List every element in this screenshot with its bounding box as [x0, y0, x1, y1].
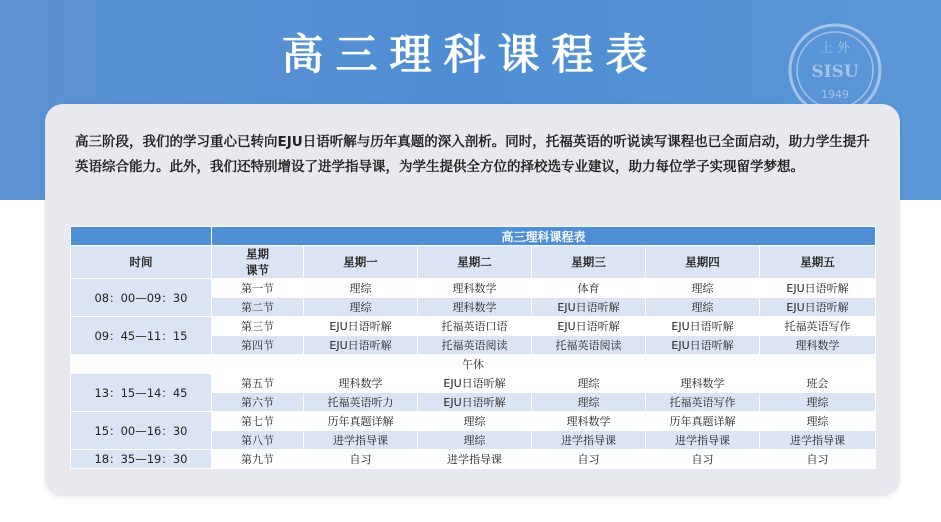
course-cell: EJU日语听解: [304, 336, 418, 355]
page-title: 高三理科课程表: [281, 30, 660, 79]
course-cell: 托福英语阅读: [418, 336, 532, 355]
caption-corner: [71, 227, 212, 246]
course-cell: EJU日语听解: [532, 298, 646, 317]
course-cell: 托福英语口语: [418, 317, 532, 336]
course-cell: 进学指导课: [646, 431, 760, 450]
course-cell: 理综: [532, 393, 646, 412]
day-header: 星期四: [646, 246, 760, 279]
course-cell: EJU日语听解: [760, 279, 876, 298]
banner-corner-right: [896, 120, 941, 180]
course-cell: EJU日语听解: [646, 317, 760, 336]
period-label: 第一节: [212, 279, 304, 298]
banner-corner-left: [0, 120, 45, 180]
corner-day-label: 星期: [246, 247, 269, 261]
day-header: 星期二: [418, 246, 532, 279]
course-cell: EJU日语听解: [418, 374, 532, 393]
day-header: 星期一: [304, 246, 418, 279]
period-label: 第七节: [212, 412, 304, 431]
period-label: 第九节: [212, 450, 304, 469]
course-cell: 托福英语阅读: [532, 336, 646, 355]
course-cell: 理综: [304, 279, 418, 298]
table-row: [71, 374, 876, 393]
course-cell: 历年真题详解: [304, 412, 418, 431]
period-label: 第二节: [212, 298, 304, 317]
course-cell: EJU日语听解: [646, 336, 760, 355]
time-slot: 09：45—11：15: [71, 317, 212, 355]
course-cell: 自习: [304, 450, 418, 469]
course-cell: 理综: [646, 279, 760, 298]
corner-period-label: 课节: [246, 263, 269, 277]
period-label: 第八节: [212, 431, 304, 450]
period-label: 第四节: [212, 336, 304, 355]
table-row: [71, 450, 876, 469]
course-cell: 理科数学: [304, 374, 418, 393]
course-cell: 理综: [304, 298, 418, 317]
course-cell: EJU日语听解: [532, 317, 646, 336]
day-header: 星期三: [532, 246, 646, 279]
course-cell: 托福英语听力: [304, 393, 418, 412]
course-cell: 自习: [646, 450, 760, 469]
lunch-label: 午休: [71, 355, 876, 374]
course-cell: EJU日语听解: [760, 298, 876, 317]
course-cell: 理综: [418, 412, 532, 431]
course-cell: 理科数学: [418, 279, 532, 298]
schedule-table: [70, 226, 876, 469]
lunch-row: [71, 355, 876, 374]
course-cell: 托福英语写作: [760, 317, 876, 336]
svg-text:SISU: SISU: [811, 62, 859, 82]
course-cell: 理综: [532, 374, 646, 393]
period-label: 第三节: [212, 317, 304, 336]
time-slot: 18：35—19：30: [71, 450, 212, 469]
course-cell: EJU日语听解: [418, 393, 532, 412]
time-slot: 08：00—09：30: [71, 279, 212, 317]
course-cell: 理综: [646, 298, 760, 317]
table-row: [71, 412, 876, 431]
course-cell: 班会: [760, 374, 876, 393]
course-cell: 理科数学: [646, 374, 760, 393]
svg-text:1949: 1949: [821, 88, 849, 101]
period-label: 第五节: [212, 374, 304, 393]
course-cell: 理综: [760, 412, 876, 431]
time-slot: 15：00—16：30: [71, 412, 212, 450]
course-cell: 进学指导课: [304, 431, 418, 450]
time-header: 时间: [71, 246, 212, 279]
period-label: 第六节: [212, 393, 304, 412]
course-cell: 理科数学: [418, 298, 532, 317]
course-cell: 进学指导课: [760, 431, 876, 450]
course-cell: 历年真题详解: [646, 412, 760, 431]
course-cell: 进学指导课: [418, 450, 532, 469]
day-header: 星期五: [760, 246, 876, 279]
intro-paragraph: 高三阶段，我们的学习重心已转向EJU日语听解与历年真题的深入剖析。同时，托福英语的听说读写课程也已全面启动，助力学生提升英语综合能力。此外，我们还特别增设了进学指导课，为学生提供全方位的择校选专业建议，助力每位学子实现留学梦想。: [75, 134, 870, 175]
course-cell: 自习: [760, 450, 876, 469]
period-corner-header: [212, 246, 304, 279]
time-slot: 13：15—14：45: [71, 374, 212, 412]
course-cell: 体育: [532, 279, 646, 298]
course-cell: 理科数学: [532, 412, 646, 431]
course-cell: 托福英语写作: [646, 393, 760, 412]
course-cell: EJU日语听解: [304, 317, 418, 336]
course-cell: 进学指导课: [532, 431, 646, 450]
table-row: [71, 317, 876, 336]
course-cell: 自习: [532, 450, 646, 469]
svg-text:上 外: 上 外: [819, 41, 851, 56]
table-caption: 高三理科课程表: [212, 227, 876, 246]
table-row: [71, 279, 876, 298]
course-cell: 理综: [760, 393, 876, 412]
course-cell: 理科数学: [760, 336, 876, 355]
course-cell: 理综: [418, 431, 532, 450]
